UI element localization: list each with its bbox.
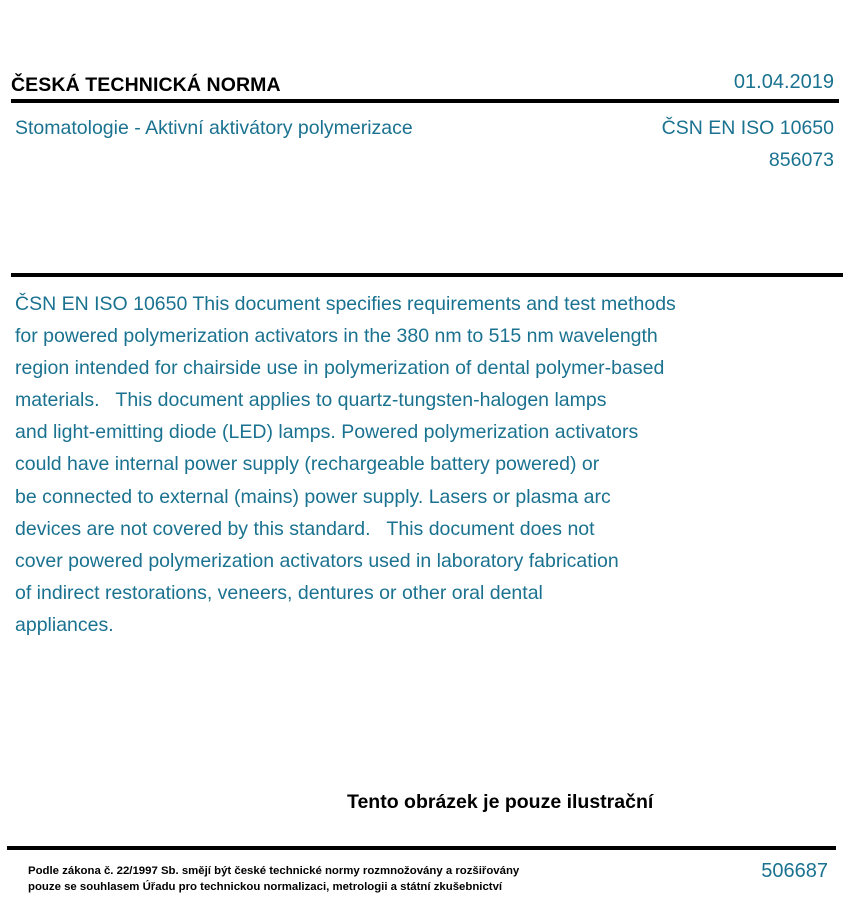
abstract-line: region intended for chairside use in polymerization of dental polymer-based (15, 357, 665, 380)
legal-line: pouze se souhlasem Úřadu pro technickou normalizaci, metrologii a státní zkušebnictví (28, 881, 503, 893)
norm-header-title: ČESKÁ TECHNICKÁ NORMA (11, 74, 281, 96)
header-divider (11, 99, 839, 103)
abstract-line: for powered polymerization activators in the 380 nm to 515 nm wavelength (15, 325, 658, 348)
document-title: Stomatologie - Aktivní aktivátory polymerizace (15, 117, 413, 139)
legal-notice (28, 863, 519, 895)
abstract-line: be connected to external (mains) power supply. Lasers or plasma arc (15, 485, 611, 508)
abstract-line: could have internal power supply (rechargeable battery powered) or (15, 453, 600, 476)
abstract-line: cover powered polymerization activators used in laboratory fabrication (15, 549, 619, 572)
classification-code: 856073 (768, 149, 834, 171)
publication-date: 01.04.2019 (733, 71, 834, 93)
abstract-line: devices are not covered by this standard. This document does not (15, 517, 595, 540)
standard-number: ČSN EN ISO 10650 (661, 117, 834, 139)
footer-code: 506687 (761, 860, 828, 882)
abstract-text (15, 288, 775, 641)
abstract-line: materials. This document applies to quartz-tungsten-halogen lamps (15, 389, 607, 412)
abstract-line: and light-emitting diode (LED) lamps. Powered polymerization activators (15, 421, 639, 444)
illustrative-notice: Tento obrázek je pouze ilustrační (347, 791, 654, 813)
abstract-line: appliances. (15, 613, 114, 636)
legal-line: Podle zákona č. 22/1997 Sb. smějí být české technické normy rozmnožovány a rozšiřovány (28, 865, 520, 877)
abstract-line: ČSN EN ISO 10650 This document specifies requirements and test methods (15, 293, 676, 315)
section-divider (11, 273, 843, 277)
abstract-line: of indirect restorations, veneers, dentures or other oral dental (15, 581, 543, 604)
footer-divider (7, 846, 836, 850)
